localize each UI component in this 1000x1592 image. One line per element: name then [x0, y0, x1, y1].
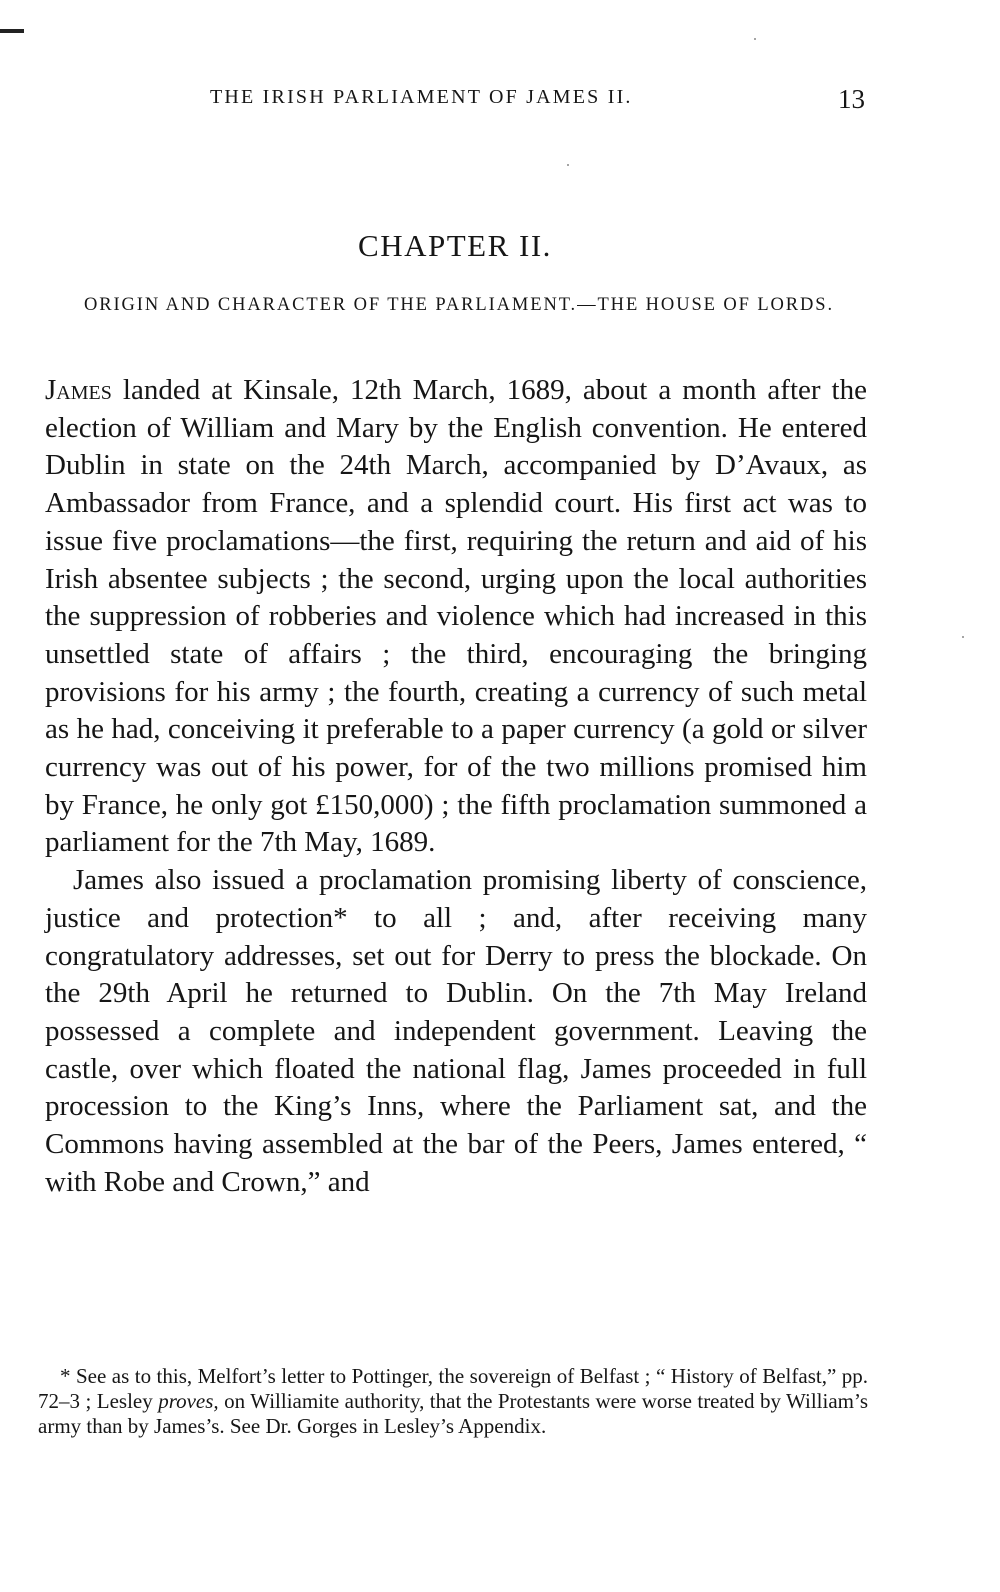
paragraph-1-text: landed at Kinsale, 12th March, 1689, about a month after the election of William and Mary by the English convention. He entered Dublin in state on the 24th March, accompanied by D’Avaux, as Ambassador from France, and a splendid court. His first act was to issue five proclamations—the first, requiring the return and aid of his Irish absentee subjects ; the second, urging upon the local authorities the suppression of robberies and violence which had increased in this unsettled state of affairs ; the third, encouraging the bringing provisions for his army ; the fourth, creating a currency of such metal as he had, conceiving it preferable to a paper currency (a gold or silver currency was out of his power, for of the two millions promised him by France, he only got £150,000) ; the fifth proclamation summoned a parliament for the 7th May, 1689.	[45, 374, 867, 859]
scan-speck	[567, 164, 569, 166]
footnote-part-2: on Williamite authority, that the Protestants were worse treated by William’s army than by James’s. See Dr. Gorges in Lesley’s Appendix.	[38, 1389, 869, 1438]
paragraph-2: James also issued a proclamation promising liberty of conscience, justice and protection* to all ; and, after receiving many congratulatory addresses, set out for Derry to press the blockade. On the 29th April he returned to Dublin. On the 7th May Ireland possessed a complete and independent government. Leaving the castle, over which floated the national flag, James proceeded in full procession to the King’s Inns, where the Parliament sat, and the Commons having assembled at the bar of the Peers, James entered, “ with Robe and Crown,” and	[45, 864, 867, 1198]
paragraph-lead-word: James	[45, 374, 112, 406]
chapter-title: CHAPTER II.	[358, 228, 552, 263]
body-text	[45, 372, 867, 1201]
paragraph-1	[45, 372, 867, 862]
footnote-text	[38, 1364, 868, 1439]
page-number: 13	[838, 84, 865, 114]
footnote	[38, 1364, 868, 1439]
chapter-subtitle: ORIGIN AND CHARACTER OF THE PARLIAMENT.—THE HOUSE OF LORDS.	[83, 295, 835, 315]
scan-speck	[754, 38, 756, 40]
scan-speck	[962, 636, 964, 638]
running-head: THE IRISH PARLIAMENT OF JAMES II.	[210, 86, 633, 108]
scan-edge-mark	[0, 29, 24, 33]
footnote-emphasis: proves,	[158, 1389, 219, 1413]
footnote-part-1: * See as to this, Melfort’s letter to Pottinger, the sovereign of Belfast ; “ History of Belfast,” pp. 72–3 ; Lesley	[38, 1364, 868, 1413]
